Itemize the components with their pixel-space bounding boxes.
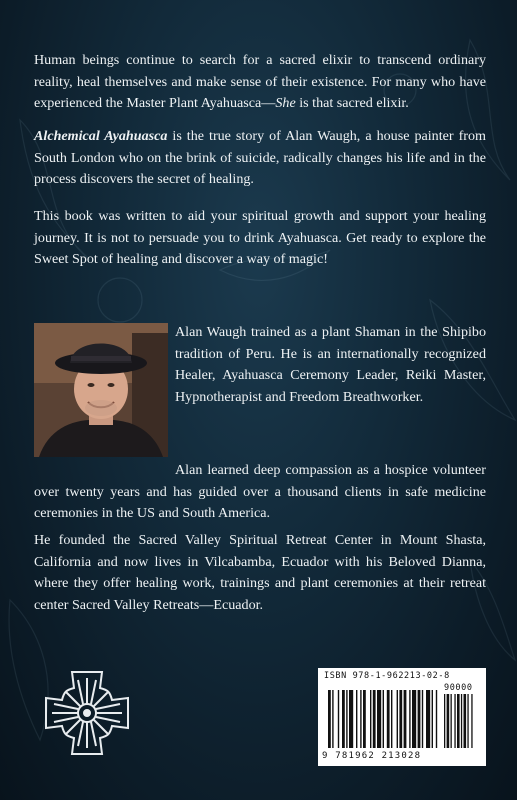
- barcode-addon-bar: [464, 694, 467, 748]
- blurb-paragraph-2: [34, 126, 486, 191]
- barcode-bar: [383, 690, 384, 748]
- barcode-addon-bar: [444, 694, 445, 748]
- author-bio-2-text: Alan learned deep compassion as a hospice volunteer over twenty years and has guided over a thousand clients in safe medicine ceremonies in the US and South America.: [34, 462, 486, 522]
- blurb-paragraph-3: [34, 206, 486, 271]
- publisher-logo: [42, 668, 132, 758]
- author-portrait-illustration: [34, 323, 168, 457]
- barcode-bar: [363, 690, 366, 748]
- barcode-bar: [342, 690, 345, 748]
- barcode-bar: [397, 690, 398, 748]
- barcode-addon-bar: [451, 694, 452, 748]
- barcode-bar: [332, 690, 333, 748]
- blurb-p3-text: This book was written to aid your spiritual growth and support your healing journey. It is not to persuade you to drink Ayahuasca. Get ready to explore the Sweet Spot of healing and discover a way of magic!: [34, 208, 486, 268]
- barcode-bar: [328, 690, 331, 748]
- author-bio-1: [175, 322, 486, 408]
- barcode-bar: [412, 690, 416, 748]
- barcode-bar: [373, 690, 376, 748]
- barcode-addon-bar: [447, 694, 450, 748]
- barcode-addon-bar: [461, 694, 462, 748]
- barcode-bar: [349, 690, 353, 748]
- isbn-label: ISBN 978-1-962213-02-8: [324, 671, 450, 681]
- barcode-bar: [436, 690, 437, 748]
- barcode-addon-bar: [471, 694, 472, 748]
- barcode-addon-bar: [467, 694, 468, 748]
- barcode-number: 9 781962 213028: [322, 751, 422, 761]
- author-bio-1-text: Alan Waugh trained as a plant Shaman in the Shipibo tradition of Peru. He is an internationally recognized Healer, Ayahuasca Ceremony Leader, Reiki Master, Hypnotherapist and Freedom Breathworker.: [175, 324, 486, 405]
- barcode-addon-bar: [457, 694, 460, 748]
- barcode-bar: [338, 690, 339, 748]
- isbn-barcode: [318, 668, 486, 766]
- barcode-bar: [422, 690, 423, 748]
- book-title: Alchemical Ayahuasca: [34, 128, 168, 144]
- barcode-bar: [360, 690, 361, 748]
- barcode-bars: [324, 682, 480, 750]
- author-bio-3-text: He founded the Sacred Valley Spiritual Retreat Center in Mount Shasta, California and now lives in Vilcabamba, Ecuador with his Beloved Dianna, where they offer healing work, trainings and plant ceremonies at their retreat center Sacred Valley Retreats—Ecuador.: [34, 532, 486, 613]
- author-bio-3: [34, 530, 486, 616]
- barcode-bar: [370, 690, 371, 748]
- barcode-bar: [404, 690, 407, 748]
- barcode-bar: [418, 690, 421, 748]
- blurb-p1-end: is that sacred elixir.: [295, 95, 409, 112]
- barcode-bar: [432, 690, 433, 748]
- barcode-bar: [346, 690, 347, 748]
- blurb-paragraph-1: [34, 50, 486, 115]
- blurb-p2-text: is the true story of Alan Waugh, a house painter from South London who on the brink of suicide, radically changes his life and in the process discovers the secret of healing.: [34, 128, 486, 188]
- barcode-bar: [387, 690, 390, 748]
- barcode-bar: [377, 690, 381, 748]
- barcode-bar: [426, 690, 430, 748]
- blurb-p1-text: Human beings continue to search for a sacred elixir to transcend ordinary reality, heal themselves and make sense of their existence. For many who have experienced the Master Plant Ayahuasca—: [34, 52, 486, 112]
- cross-emblem-icon: [42, 668, 132, 758]
- author-bio-2: [34, 460, 486, 525]
- blurb-p1-emphasis: She: [275, 95, 296, 112]
- barcode-bar: [356, 690, 357, 748]
- barcode-bar: [391, 690, 392, 748]
- barcode-bar: [409, 690, 410, 748]
- barcode-addon-bar: [454, 694, 455, 748]
- price-code: 90000: [444, 683, 473, 693]
- author-photo: [34, 323, 168, 457]
- barcode-bar: [399, 690, 402, 748]
